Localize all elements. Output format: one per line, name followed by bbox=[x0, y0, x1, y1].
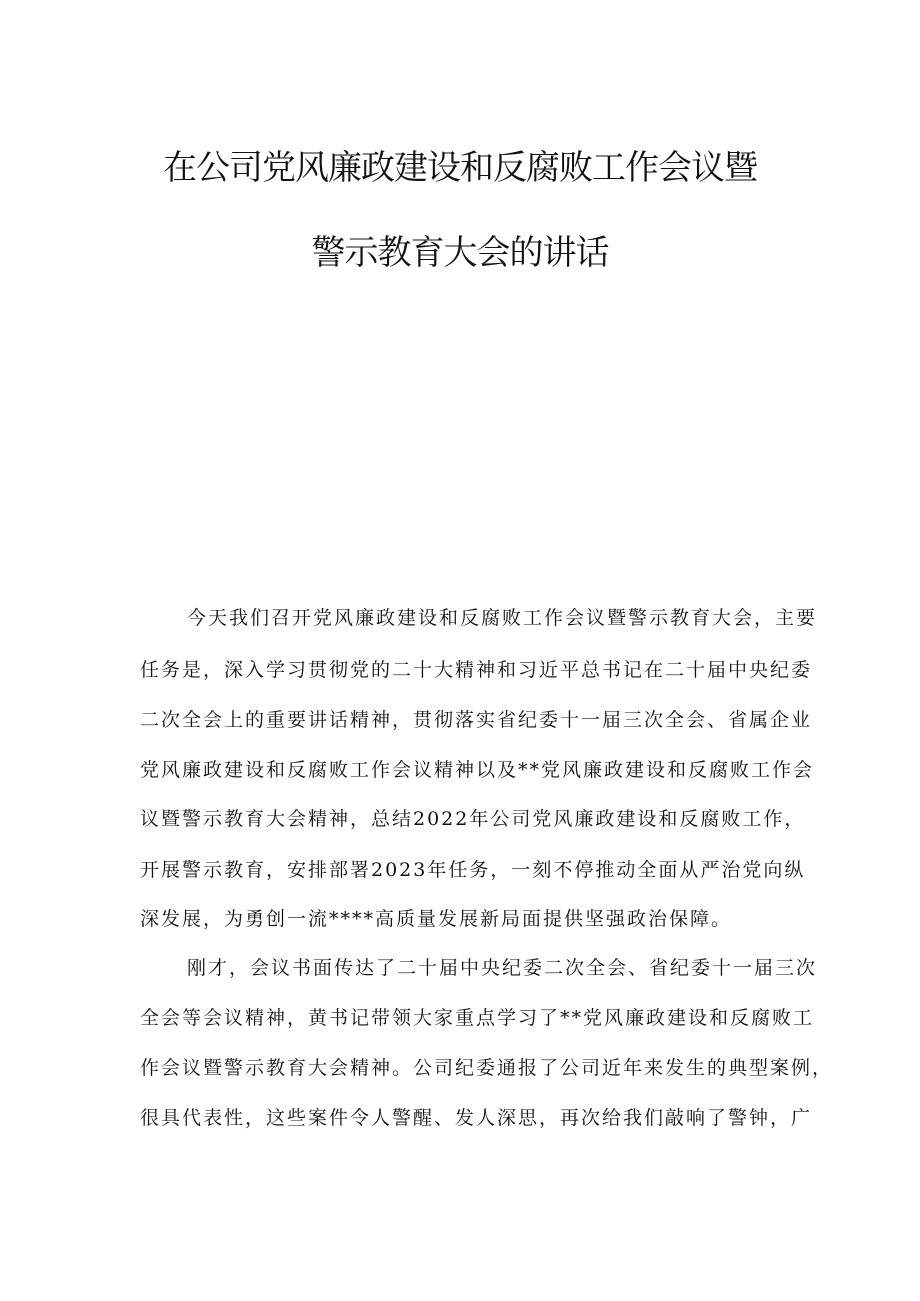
document-title-line-2: 警示教育大会的讲话 bbox=[311, 233, 609, 273]
paragraph-line: 很具代表性，这些案件令人警醒、发人深思，再次给我们敲响了警钟，广 bbox=[140, 1107, 813, 1129]
paragraph-line: 二次全会上的重要讲话精神，贯彻落实省纪委十一届三次全会、省属企业 bbox=[140, 709, 813, 731]
paragraph-line: 任务是，深入学习贯彻党的二十大精神和习近平总书记在二十届中央纪委 bbox=[140, 659, 813, 681]
paragraph-line: 党风廉政建设和反腐败工作会议精神以及**党风廉政建设和反腐败工作会 bbox=[140, 759, 815, 781]
paragraph-line: 开展警示教育，安排部署2023年任务，一刻不停推动全面从严治党向纵 bbox=[140, 859, 806, 881]
paragraph-line: 作会议暨警示教育大会精神。公司纪委通报了公司近年来发生的典型案例， bbox=[140, 1057, 834, 1079]
paragraph-line: 刚才，会议书面传达了二十届中央纪委二次全会、省纪委十一届三次 bbox=[187, 957, 818, 979]
paragraph-line: 议暨警示教育大会精神，总结2022年公司党风廉政建设和反腐败工作， bbox=[140, 808, 806, 830]
document-title-line-1: 在公司党风廉政建设和反腐败工作会议暨 bbox=[163, 148, 757, 188]
paragraph-line: 全会等会议精神，黄书记带领大家重点学习了**党风廉政建设和反腐败工 bbox=[140, 1007, 815, 1029]
paragraph-line: 深发展，为勇创一流****高质量发展新局面提供坚强政治保障。 bbox=[140, 908, 733, 930]
paragraph-line: 今天我们召开党风廉政建设和反腐败工作会议暨警示教育大会，主要 bbox=[187, 607, 818, 629]
